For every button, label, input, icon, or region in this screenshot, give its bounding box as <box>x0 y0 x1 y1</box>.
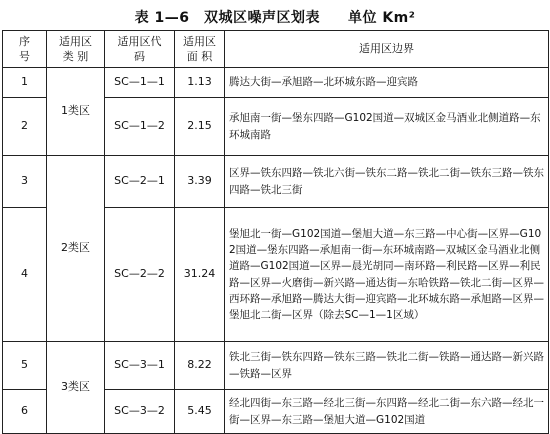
header-boundary: 适用区边界 <box>225 31 549 68</box>
table-row <box>3 342 549 390</box>
header-no: 序 号 <box>3 31 47 68</box>
cell-code: SC—2—1 <box>105 156 175 208</box>
cell-no: 5 <box>3 342 47 390</box>
cell-code: SC—3—2 <box>105 390 175 434</box>
cell-code: SC—2—2 <box>105 208 175 342</box>
cell-area: 3.39 <box>175 156 225 208</box>
cell-no: 3 <box>3 156 47 208</box>
header-area: 适用区 面 积 <box>175 31 225 68</box>
cell-category: 3类区 <box>47 342 105 434</box>
cell-boundary: 经北四街—东三路—经北三街—东四路—经北二街—东六路—经北一街—区界—东三路—堡旭大道—G102国道 <box>225 390 549 434</box>
cell-no: 6 <box>3 390 47 434</box>
header-code: 适用区代 码 <box>105 31 175 68</box>
table-unit: 单位 Km² <box>347 10 416 26</box>
cell-area: 8.22 <box>175 342 225 390</box>
cell-code: SC—1—1 <box>105 68 175 98</box>
cell-area: 5.45 <box>175 390 225 434</box>
cell-no: 2 <box>3 98 47 156</box>
table-title <box>2 6 548 28</box>
cell-boundary: 区界—铁东四路—铁北六街—铁东二路—铁北二街—铁东三路—铁东四路—铁北三街 <box>225 156 549 208</box>
cell-boundary: 腾达大街—承旭路—北环城东路—迎宾路 <box>225 68 549 98</box>
table-row <box>3 156 549 208</box>
table-title-main: 表 1—6 双城区噪声区划表 <box>134 10 320 26</box>
cell-code: SC—3—1 <box>105 342 175 390</box>
table-row <box>3 68 549 98</box>
header-category: 适用区 类 别 <box>47 31 105 68</box>
table-header-row <box>3 31 549 68</box>
cell-no: 1 <box>3 68 47 98</box>
cell-no: 4 <box>3 208 47 342</box>
cell-area: 2.15 <box>175 98 225 156</box>
cell-boundary: 铁北三街—铁东四路—铁东三路—铁北二街—铁路—通达路—新兴路—铁路—区界 <box>225 342 549 390</box>
cell-category: 2类区 <box>47 156 105 342</box>
cell-boundary: 堡旭北一街—G102国道—堡旭大道—东三路—中心街—区界—G102国道—堡东四路—承旭南一街—东环城南路—双城区金马酒业北侧道路—G102国道—区界—晨光胡同—南环路—利民路—区界—利民路—区界—火磨街—新兴路—通达街—东哈铁路—铁北二街—区界—西环路—承旭路—腾达大街—迎宾路—北环城东路—承旭路—区界—堡旭北二街—区界（除去SC—1—1区域） <box>225 208 549 342</box>
cell-category: 1类区 <box>47 68 105 156</box>
cell-boundary: 承旭南一街—堡东四路—G102国道—双城区金马酒业北侧道路—东环城南路 <box>225 98 549 156</box>
cell-area: 31.24 <box>175 208 225 342</box>
cell-area: 1.13 <box>175 68 225 98</box>
cell-code: SC—1—2 <box>105 98 175 156</box>
noise-zoning-table <box>2 30 549 434</box>
